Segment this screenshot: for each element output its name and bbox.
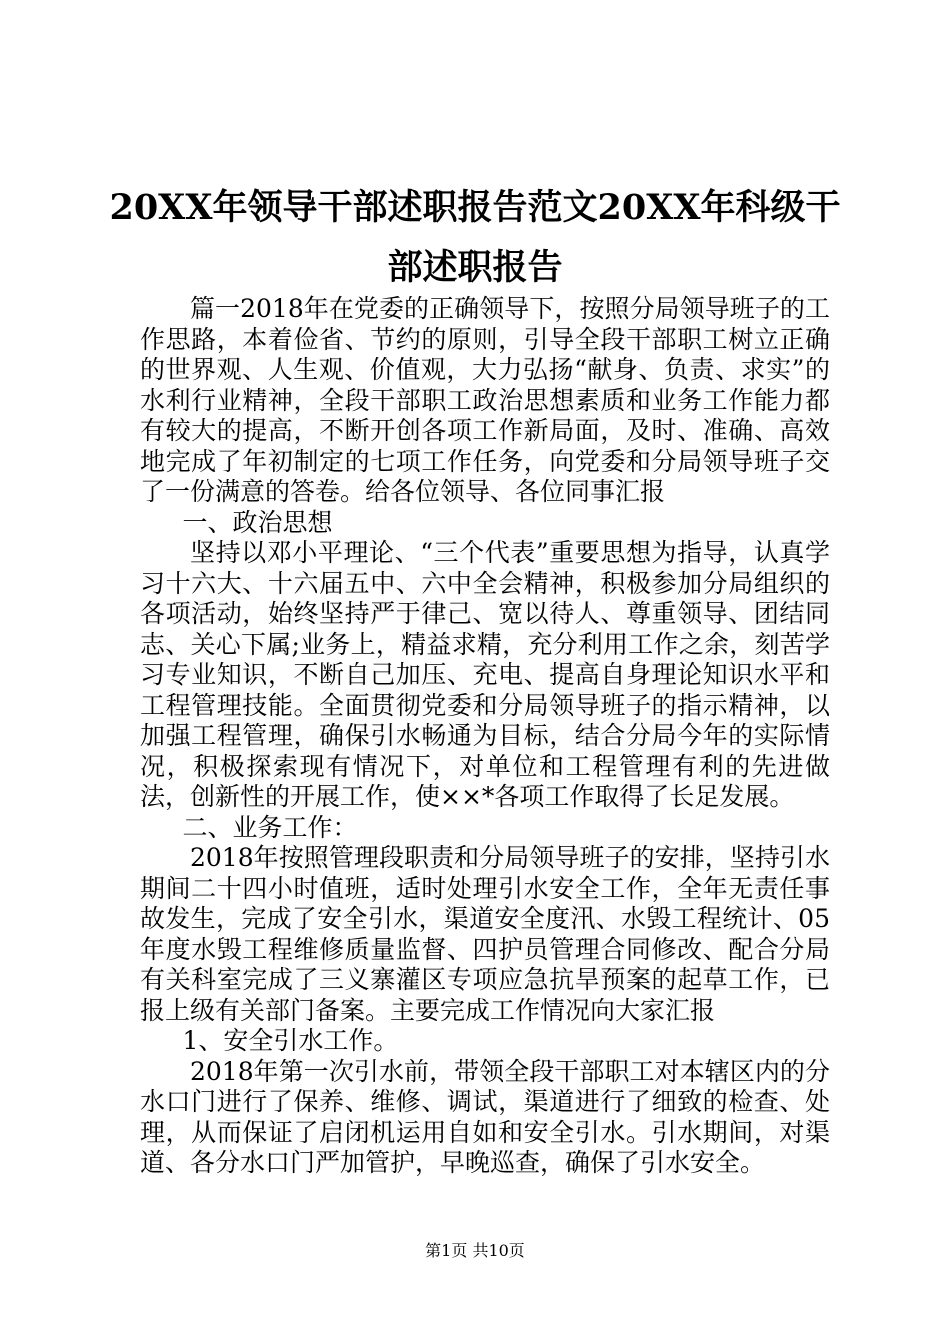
paragraph-business: 2018年按照管理段职责和分局领导班子的安排，坚持引水期间二十四小时值班，适时处理引水安全工作，全年无责任事故发生，完成了安全引水，渠道安全度汛、水毁工程统计、05年度水毁工程维修质量监督、四护员管理合同修改、配合分局有关科室完成了三义寨灌区专项应急抗旱预案的起草工作，已报上级有关部门备案。主要完成工作情况向大家汇报 [140, 843, 830, 1025]
subsection-heading-water-safety: 1、安全引水工作。 [182, 1026, 399, 1055]
paragraph-water-safety: 2018年第一次引水前，带领全段干部职工对本辖区内的分水口门进行了保养、维修、调试，渠道进行了细致的检查、处理，从而保证了启闭机运用自如和安全引水。引水期间，对渠道、各分水口门严加管护，早晚巡查，确保了引水安全。 [140, 1056, 830, 1177]
section-heading-politics: 一、政治思想 [182, 507, 333, 537]
section-heading-business: 二、业务工作： [182, 812, 358, 842]
paragraph-politics: 坚持以邓小平理论、“三个代表”重要思想为指导，认真学习十六大、十六届五中、六中全会精神，积极参加分局组织的各项活动，始终坚持严于律己、宽以待人、尊重领导、团结同志、关心下属;业务上，精益求精，充分利用工作之余，刻苦学习专业知识，不断自己加压、充电、提高自身理论知识水平和工程管理技能。全面贯彻党委和分局领导班子的指示精神，以加强工程管理，确保引水畅通为目标，结合分局今年的实际情况，积极探索现有情况下，对单位和工程管理有利的先进做法，创新性的开展工作，使××*各项工作取得了长足发展。 [140, 538, 830, 811]
page-footer: 第1页 共10页 [425, 1241, 525, 1260]
document-body [140, 294, 830, 1179]
paragraph-intro: 篇一2018年在党委的正确领导下，按照分局领导班子的工作思路，本着俭省、节约的原则，引导全段干部职工树立正确的世界观、人生观、价值观，大力弘扬“献身、负责、求实”的水利行业精神，全段干部职工政治思想素质和业务工作能力都有较大的提高，不断开创各项工作新局面，及时、准确、高效地完成了年初制定的七项工作任务，向党委和分局领导班子交了一份满意的答卷。给各位领导、各位同事汇报 [140, 294, 830, 506]
document-title: 20XX年领导干部述职报告范文20XX年科级干部述职报告 [109, 187, 841, 288]
